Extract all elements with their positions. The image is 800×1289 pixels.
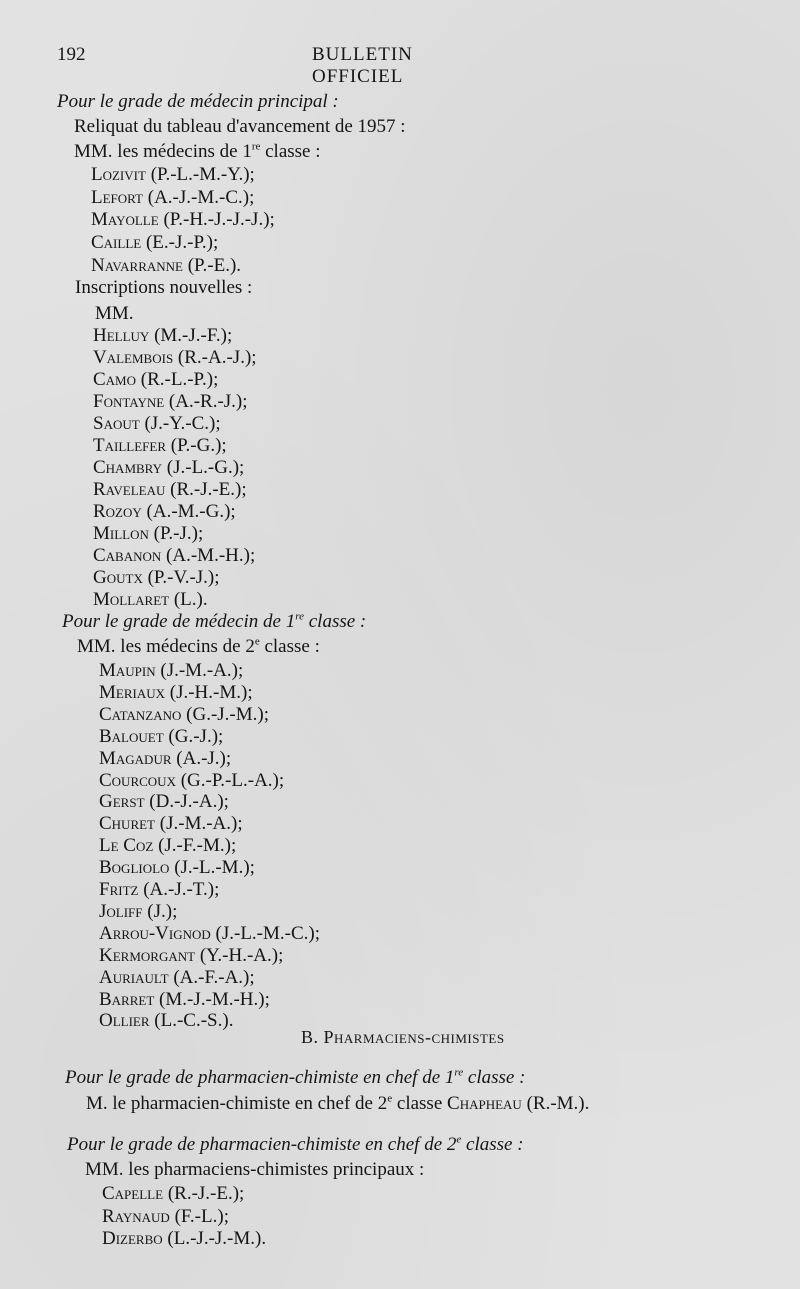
surname: Fritz — [99, 879, 139, 900]
list-item — [102, 1182, 244, 1205]
section-heading: Pour le grade de médecin principal : — [57, 91, 339, 112]
surname: Maupin — [99, 660, 156, 681]
surname: Bogliolo — [99, 857, 170, 879]
surname: Saout — [93, 413, 140, 434]
initials: (A.-F.-A.); — [168, 966, 255, 988]
surname: Kermorgant — [99, 944, 196, 966]
surname: Churet — [99, 813, 156, 835]
surname: Meriaux — [99, 681, 165, 703]
list-item — [93, 500, 236, 523]
surname: Caille — [91, 232, 142, 254]
initials: (L.-J.-J.-M.). — [162, 1228, 267, 1249]
surname: Raynaud — [102, 1205, 170, 1227]
page-number: 192 — [57, 44, 86, 65]
surname: Arrou-Vignod — [99, 922, 211, 944]
list-item — [99, 725, 223, 748]
surname: Catanzano — [99, 703, 182, 725]
initials: (M.-J.-F.); — [149, 325, 233, 346]
initials: (L.). — [169, 589, 208, 610]
list-item — [93, 588, 208, 611]
surname: Lozivit — [91, 164, 146, 185]
list-item — [99, 834, 236, 857]
section-heading: Pour le grade de pharmacien-chimiste en chef de 2e classe : — [67, 1133, 524, 1155]
surname: Capelle — [102, 1183, 164, 1204]
surname: Le Coz — [99, 835, 154, 857]
list-item — [91, 231, 218, 254]
initials: (A.-J.); — [171, 747, 232, 769]
initials: (A.-M.-G.); — [141, 501, 236, 522]
text-line: MM. les médecins de 1re classe : — [74, 140, 321, 162]
list-item — [99, 703, 269, 726]
surname: Valembois — [93, 347, 174, 368]
initials: (P.-G.); — [166, 435, 227, 456]
list-item — [99, 966, 255, 989]
initials: (J.); — [142, 900, 178, 922]
surname: Chambry — [93, 457, 163, 478]
list-item — [93, 478, 247, 501]
initials: (P.-J.); — [148, 523, 204, 544]
initials: (G.-J.-M.); — [181, 703, 270, 725]
running-title: BULLETIN OFFICIEL — [312, 44, 413, 87]
list-item — [93, 346, 257, 369]
initials: (J.-F.-M.); — [153, 835, 237, 857]
initials: (J.-L.-G.); — [162, 457, 245, 478]
bleed-through — [370, 190, 377, 220]
text-line: M. le pharmacien-chimiste en chef de 2e classe Chapheau (R.-M.). — [86, 1092, 590, 1114]
initials: (R.-J.-E.); — [165, 479, 247, 500]
list-item — [99, 790, 229, 813]
list-item — [99, 988, 270, 1011]
surname: Raveleau — [93, 479, 166, 500]
list-item — [93, 368, 218, 391]
surname: Camo — [93, 369, 137, 390]
initials: (P.-L.-M.-Y.); — [145, 164, 255, 185]
surname: Magadur — [99, 747, 172, 769]
surname: Mollaret — [93, 589, 170, 610]
initials: (Y.-H.-A.); — [195, 944, 284, 966]
surname: Dizerbo — [102, 1228, 163, 1249]
surname: Lefort — [91, 186, 143, 208]
text-line: MM. les médecins de 2e classe : — [77, 635, 320, 657]
surname: Mayolle — [91, 209, 159, 231]
surname: Goutx — [93, 567, 143, 588]
list-item — [99, 769, 284, 792]
initials: (R.-L.-P.); — [136, 369, 219, 390]
initials: (G.-J.); — [163, 725, 224, 747]
surname: Taillefer — [93, 435, 166, 456]
surname: Barret — [99, 988, 155, 1010]
initials: (M.-J.-M.-H.); — [154, 988, 270, 1010]
initials: (P.-V.-J.); — [142, 567, 220, 588]
surname: Balouet — [99, 725, 164, 747]
list-item — [99, 1009, 233, 1032]
surname: Cabanon — [93, 545, 162, 566]
list-item — [93, 412, 221, 435]
list-item — [93, 566, 220, 589]
list-item — [93, 544, 255, 567]
surname: Helluy — [93, 325, 150, 346]
list-item — [99, 900, 177, 923]
initials: (J.-Y.-C.); — [139, 413, 221, 434]
text-line: Inscriptions nouvelles : — [75, 277, 253, 298]
list-item — [93, 324, 232, 347]
section-heading: Pour le grade de pharmacien-chimiste en chef de 1re classe : — [65, 1066, 526, 1088]
text-line: Reliquat du tableau d'avancement de 1957 : — [74, 116, 406, 137]
list-item — [93, 456, 244, 479]
initials: (P.-E.). — [182, 254, 242, 276]
initials: (A.-M.-H.); — [161, 545, 256, 566]
list-item — [91, 254, 241, 277]
surname: Rozoy — [93, 501, 142, 522]
list-item — [99, 812, 243, 835]
list-item — [99, 922, 320, 945]
list-item — [99, 681, 253, 704]
surname: Courcoux — [99, 769, 176, 791]
initials: (J.-M.-A.); — [155, 660, 244, 681]
initials: (L.-C.-S.). — [149, 1010, 234, 1032]
surname: Joliff — [99, 900, 143, 922]
initials: (R.-A.-J.); — [173, 347, 257, 368]
initials: (J.-H.-M.); — [165, 681, 253, 703]
initials: (R.-J.-E.); — [163, 1183, 245, 1204]
initials: (J.-L.-M.); — [169, 857, 255, 879]
initials: (E.-J.-P.); — [141, 232, 219, 254]
initials: (G.-P.-L.-A.); — [175, 769, 285, 791]
list-item — [99, 856, 255, 879]
surname: Ollier — [99, 1010, 150, 1032]
initials: (F.-L.); — [169, 1205, 229, 1227]
list-item — [93, 522, 203, 545]
initials: (J.-M.-A.); — [155, 813, 243, 835]
list-item — [93, 434, 227, 457]
surname: Fontayne — [93, 391, 165, 412]
list-item — [91, 208, 275, 231]
initials: (A.-J.-T.); — [138, 879, 220, 900]
surname: Millon — [93, 523, 149, 544]
text-line: MM. les pharmaciens-chimistes principaux : — [85, 1159, 425, 1180]
list-item — [102, 1227, 266, 1250]
section-title: B. Pharmaciens-chimistes — [301, 1027, 505, 1047]
list-item — [99, 944, 283, 967]
list-item — [99, 659, 243, 682]
list-item — [91, 163, 255, 186]
list-item — [93, 390, 248, 413]
section-heading: Pour le grade de médecin de 1re classe : — [62, 610, 367, 632]
text-line: MM. — [95, 303, 134, 324]
list-item — [99, 747, 231, 770]
surname: Auriault — [99, 966, 169, 988]
initials: (A.-J.-M.-C.); — [143, 186, 255, 208]
initials: (A.-R.-J.); — [164, 391, 248, 412]
initials: (J.-L.-M.-C.); — [210, 922, 321, 944]
list-item — [99, 878, 219, 901]
surname: Navarranne — [91, 254, 183, 276]
initials: (D.-J.-A.); — [144, 791, 229, 813]
surname: Gerst — [99, 791, 145, 813]
list-item — [102, 1205, 229, 1228]
initials: (P.-H.-J.-J.-J.); — [158, 209, 275, 231]
list-item — [91, 186, 254, 209]
page-header — [57, 44, 497, 87]
